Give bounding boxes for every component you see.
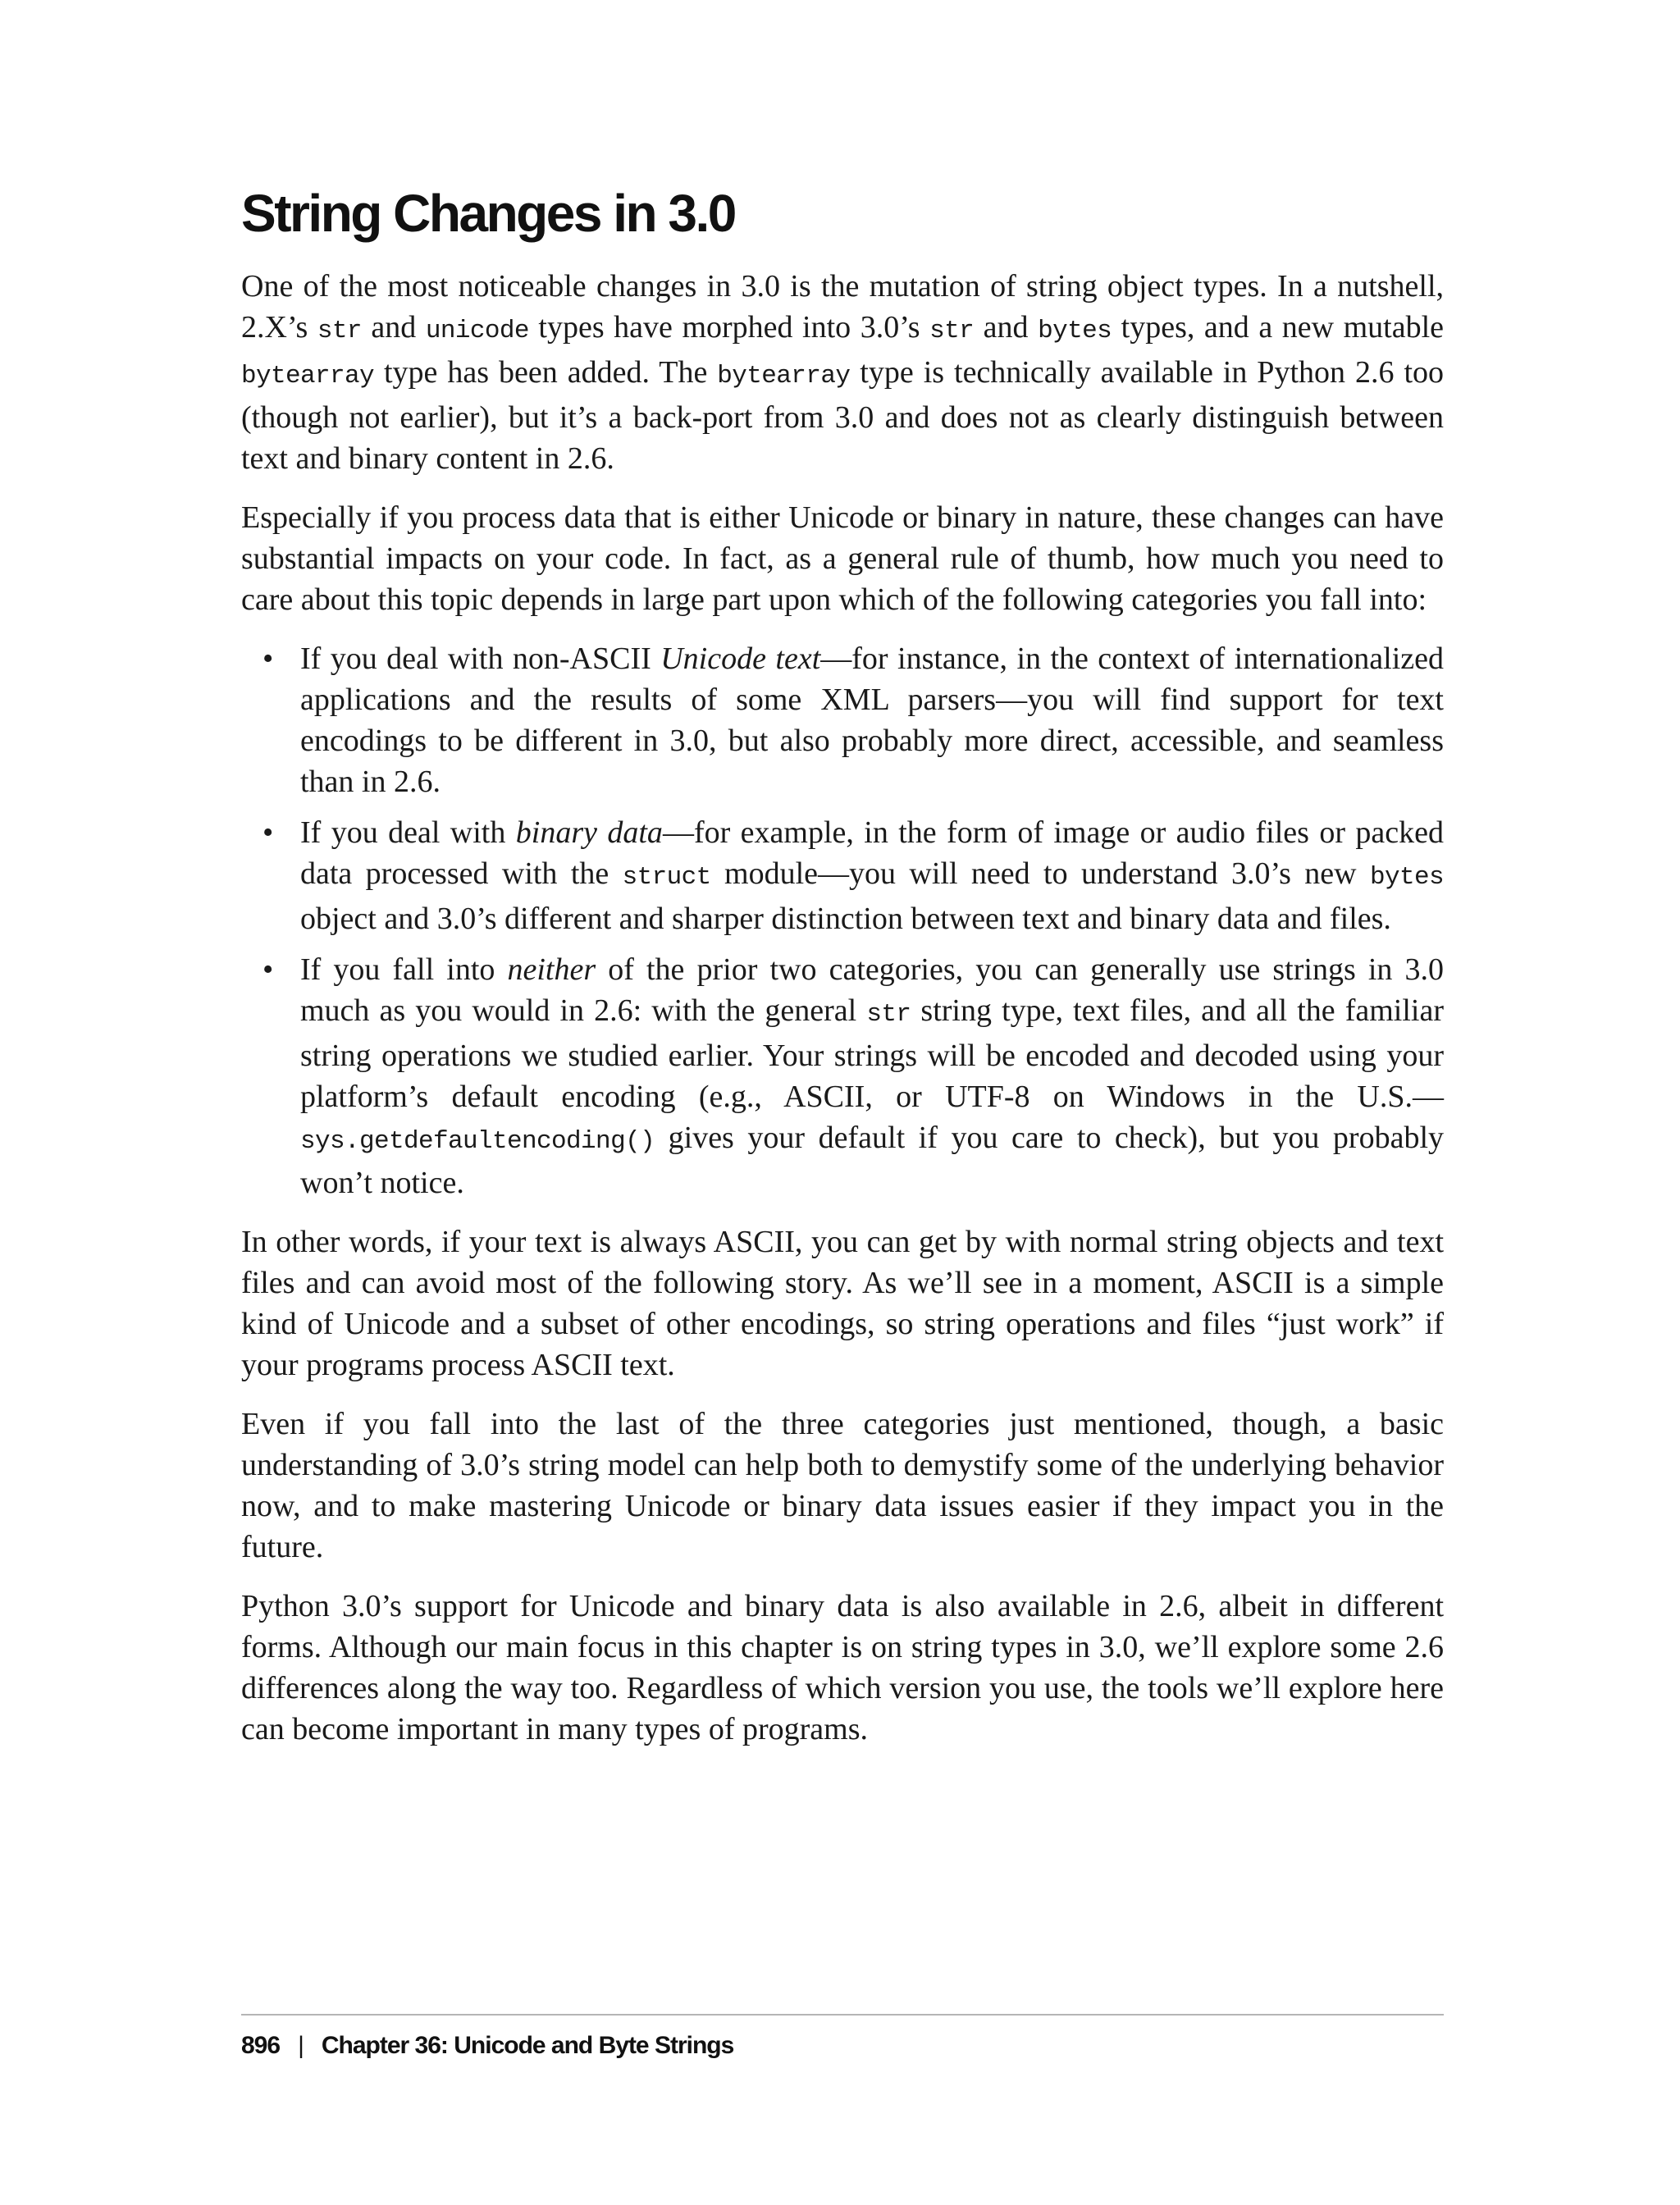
list-item: • If you deal with binary data—for example, in the form of image or audio files or packed data processed with the struct module—you will need to understand 3.0’s new bytes object and 3.0’s different and sharper distinction between text and binary data and files. [300, 812, 1444, 939]
chapter-title: Chapter 36: Unicode and Byte Strings [321, 2032, 734, 2059]
code-bytearray: bytearray [717, 362, 851, 390]
code-unicode: unicode [425, 317, 529, 345]
code-struct: struct [622, 863, 711, 892]
code-getdefaultencoding: sys.getdefaultencoding() [300, 1127, 655, 1156]
category-list [241, 638, 1444, 1203]
emphasis-binary-data: binary data [515, 815, 663, 850]
paragraph-python26: Python 3.0’s support for Unicode and binary data is also available in 2.6, albeit in different forms. Although our main focus in this chapter is on string types in 3.0, we’ll explore some 2.6 differences along the way too. Regardless of which version you use, the tools we’ll explore here can become important in many types of programs. [241, 1589, 1444, 1746]
code-bytearray: bytearray [241, 362, 375, 390]
page-content [241, 180, 1444, 1768]
code-str: str [929, 317, 975, 345]
bullet-marker: • [262, 641, 274, 676]
section-heading: String Changes in 3.0 [241, 184, 735, 243]
bullet-marker: • [262, 952, 274, 987]
code-str: str [866, 1000, 911, 1029]
paragraph-categories: Especially if you process data that is either Unicode or binary in nature, these changes can have substantial impacts on your code. In fact, as a general rule of thumb, how much you need to care about this topic depends in large part upon which of the following categories you fall into: [241, 500, 1444, 617]
list-item: • If you deal with non-ASCII Unicode text—for instance, in the context of internationalized applications and the results of some XML parsers—you will find support for text encodings to be different in 3.0, but also probably more direct, accessible, and seamless than in 2.6. [300, 638, 1444, 802]
footer-separator: | [298, 2032, 304, 2059]
list-item: • If you fall into neither of the prior two categories, you can generally use strings in 3.0 much as you would in 2.6: with the general str string type, text files, and all the familiar string operations we studied earlier. Your strings will be encoded and decoded using your platform’s default encoding (e.g., ASCII, or UTF-8 on Windows in the U.S.—sys.getdefaultencoding() gives your default if you care to check), but you probably won’t notice. [300, 949, 1444, 1203]
paragraph-intro: One of the most noticeable changes in 3.0 is the mutation of string object types. In a nutshell, 2.X’s str and unicode types have morphed into 3.0’s str and bytes types, and a new mutable bytearray type has been added. The bytearray type is technically available in Python 2.6 too (though not earlier), but it’s a back-port from 3.0 and does not as clearly distinguish between text and binary content in 2.6. [241, 269, 1445, 476]
code-str: str [317, 317, 362, 345]
bullet-marker: • [262, 815, 274, 850]
page-footer [241, 2014, 1444, 2060]
code-bytes: bytes [1038, 317, 1112, 345]
emphasis-neither: neither [507, 952, 596, 987]
footer-rule [241, 2014, 1444, 2016]
paragraph-ascii: In other words, if your text is always ASCII, you can get by with normal string objects and text files and can avoid most of the following story. As we’ll see in a moment, ASCII is a simple kind of Unicode and a subset of other encodings, so string operations and files “just work” if your programs process ASCII text. [241, 1225, 1444, 1382]
code-bytes: bytes [1369, 863, 1444, 892]
page-number: 896 [241, 2032, 281, 2059]
emphasis-unicode-text: Unicode text [660, 641, 821, 676]
paragraph-understanding: Even if you fall into the last of the three categories just mentioned, though, a basic understanding of 3.0’s string model can help both to demystify some of the underlying behavior now, and to make mastering Unicode or binary data issues easier if they impact you in the future. [241, 1407, 1444, 1564]
footer-text [241, 2032, 1444, 2060]
